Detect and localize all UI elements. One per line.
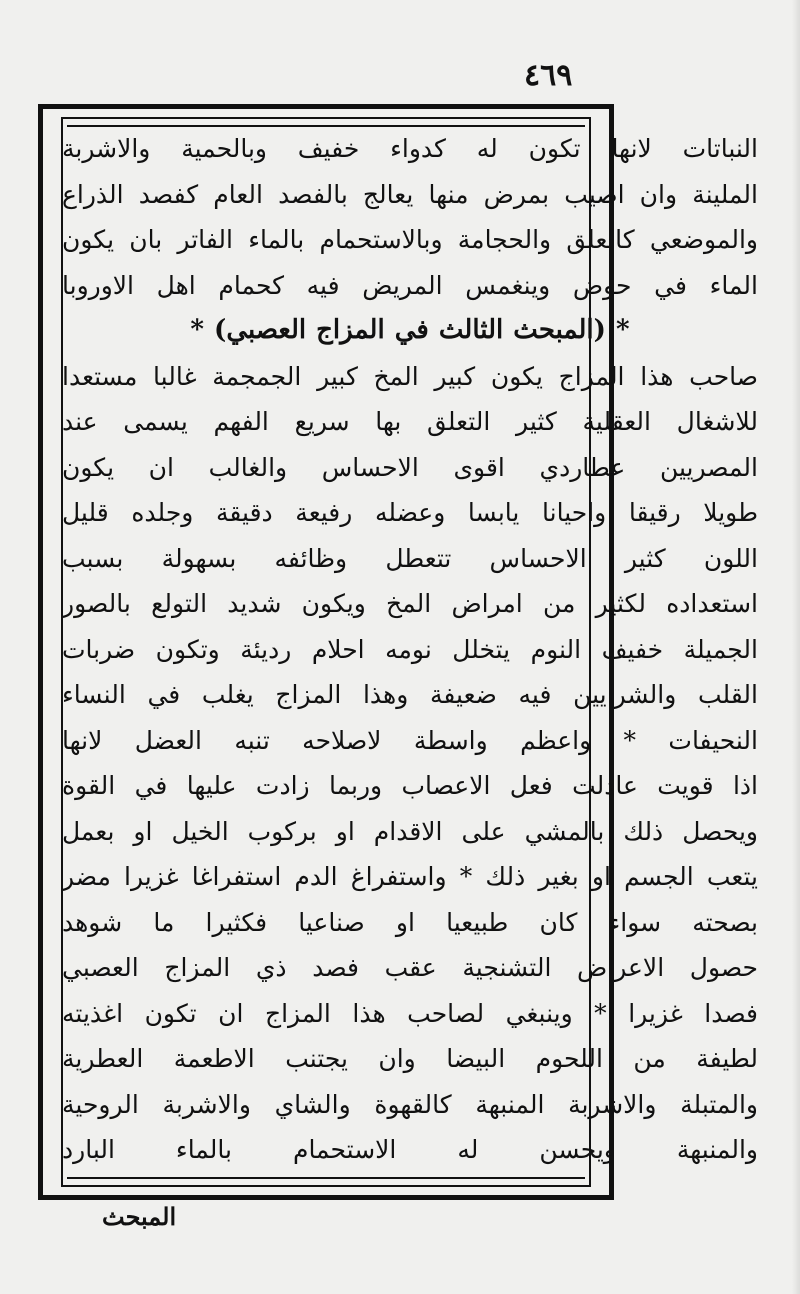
text-line-8: المصريين عطاردي اقوى الاحساس والغالب ان يكون [62, 452, 758, 482]
text-line-10: اللون كثير الاحساس تتعطل وظائفه بسهولة بسبب [62, 543, 758, 573]
text-line-22: والمتبلة والاشربة المنبهة كالقهوة والشاي والاشربة الروحية [62, 1089, 758, 1119]
arabic-text-block [62, 126, 758, 1173]
text-line-15: اذا قويت عادلت فعل الاعصاب وربما زادت عليها في القوة [62, 771, 758, 800]
text-line-12: الجميلة خفيف النوم يتخلل نومه احلام رديئة وتكون ضربات [62, 634, 758, 664]
text-line-2: الملينة وان اصيب بمرض منها يعالج بالفصد العام كفصد الذراع [62, 179, 758, 209]
text-line-3: والموضعي كالعلق والحجامة وبالاستحمام بالماء الفاتر بان يكون [62, 225, 758, 254]
text-line-7: للاشغال العقلية كثير التعلق بها سريع الفهم يسمى عند [62, 407, 758, 436]
section-heading: * (المبحث الثالث في المزاج العصبي) * [190, 315, 630, 345]
text-line-4: الماء في حوض وينغمس المريض فيه كحمام اهل الاوروبا [62, 270, 758, 300]
text-line-18: بصحته سواء كان طبيعيا او صناعيا فكثيرا ما شوهد [62, 907, 758, 937]
text-line-11: استعداده لكثير من امراض المخ ويكون شديد التولع بالصور [62, 589, 758, 618]
text-line-14: النحيفات * واعظم واسطة لاصلاحه تنبه العضل لانها [62, 725, 758, 755]
text-line-19: حصول الاعراض التشنجية عقب فصد ذي المزاج العصبي [62, 953, 758, 982]
text-line-6: صاحب هذا المزاج يكون كبير المخ كبير الجمجمة غالبا مستعدا [62, 361, 758, 391]
text-line-23: والمنبهة ويحسن له الاستحمام بالماء البارد [62, 1135, 758, 1164]
text-line-21: لطيفة من اللحوم البيضا وان يجتنب الاطعمة العطرية [62, 1044, 758, 1073]
text-line-16: ويحصل ذلك بالمشي على الاقدام او بركوب الخيل او بعمل [62, 816, 758, 846]
catchword: المبحث [102, 1202, 177, 1231]
text-line-9: طويلا رقيقا واحيانا يابسا وعضله رفيعة دقيقة وجلده قليل [62, 498, 758, 527]
text-line-1: النباتات لانها تكون له كدواء خفيف وبالحمية والاشربة [62, 134, 758, 163]
page-number: ٤٦٩ [524, 58, 573, 93]
text-line-13: القلب والشرايين فيه ضعيفة وهذا المزاج يغلب في النساء [62, 680, 758, 709]
page-edge-shadow [792, 0, 800, 1294]
text-line-17: يتعب الجسم او بغير ذلك * واستفراغ الدم استفراغا غزيرا مضر [62, 862, 758, 891]
text-line-20: فصدا غزيرا * وينبغي لصاحب هذا المزاج ان تكون اغذيته [62, 998, 758, 1028]
frame-bottom-rule [67, 1177, 585, 1179]
